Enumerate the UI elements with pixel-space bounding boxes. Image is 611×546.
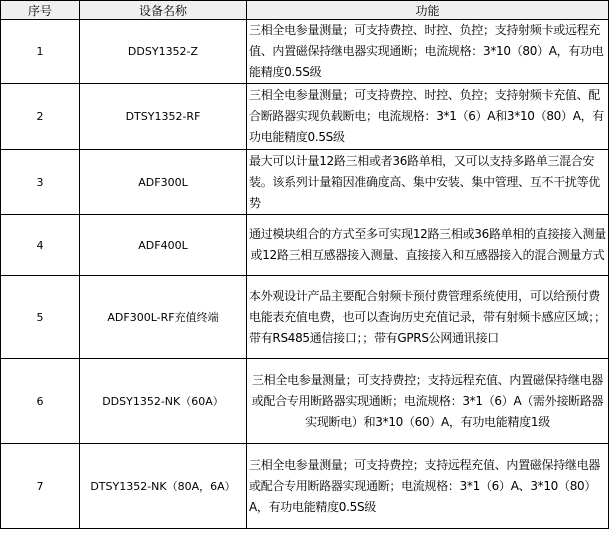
table-row bbox=[1, 20, 609, 84]
table-header-row bbox=[1, 1, 609, 20]
table-row bbox=[1, 150, 609, 215]
row-function: 三相全电参量测量；可支持费控；支持远程充值、内置磁保持继电器或配合专用断路器实现通断；电流规格：3*1（6）A（需外接断路器实现断电）和3*10（60）A，有功电能精度1级 bbox=[247, 359, 609, 444]
row-model: ADF300L bbox=[80, 150, 247, 215]
table-row bbox=[1, 215, 609, 276]
row-model: DTSY1352-RF bbox=[80, 84, 247, 150]
header-function: 功能 bbox=[247, 1, 609, 20]
row-function: 三相全电参量测量；可支持费控、时控、负控；支持射频卡或远程充值、内置磁保持继电器实现通断；电流规格：3*10（80）A，有功电能精度0.5S级 bbox=[247, 20, 609, 84]
table-row bbox=[1, 276, 609, 359]
header-device-name: 设备名称 bbox=[80, 1, 247, 20]
row-function: 通过模块组合的方式至多可实现12路三相或36路单相的直接接入测量或12路三相互感器接入测量、直接接入和互感器接入的混合测量方式 bbox=[247, 215, 609, 276]
row-seq: 4 bbox=[1, 215, 80, 276]
row-seq: 2 bbox=[1, 84, 80, 150]
row-seq: 1 bbox=[1, 20, 80, 84]
table-row bbox=[1, 84, 609, 150]
row-function: 最大可以计量12路三相或者36路单相，又可以支持多路单三混合安装。该系列计量箱因准确度高、集中安装、集中管理、互不干扰等优势 bbox=[247, 150, 609, 215]
header-seq: 序号 bbox=[1, 1, 80, 20]
row-model: DTSY1352-NK（80A，6A） bbox=[80, 444, 247, 529]
table-row bbox=[1, 444, 609, 529]
row-seq: 7 bbox=[1, 444, 80, 529]
row-model: DDSY1352-NK（60A） bbox=[80, 359, 247, 444]
row-seq: 6 bbox=[1, 359, 80, 444]
row-model: ADF400L bbox=[80, 215, 247, 276]
row-model: ADF300L-RF充值终端 bbox=[80, 276, 247, 359]
row-function: 本外观设计产品主要配合射频卡预付费管理系统使用，可以给预付费电能表充值电费，也可以查询历史充值记录，带有射频卡感应区域；；带有RS485通信接口；；带有GPRS公网通讯接口 bbox=[247, 276, 609, 359]
row-seq: 3 bbox=[1, 150, 80, 215]
table-row bbox=[1, 359, 609, 444]
row-model: DDSY1352-Z bbox=[80, 20, 247, 84]
row-function: 三相全电参量测量；可支持费控、时控、负控；支持射频卡充值、配合断路器实现负载断电；电流规格：3*1（6）A和3*10（80）A，有功电能精度0.5S级 bbox=[247, 84, 609, 150]
row-function: 三相全电参量测量；可支持费控；支持远程充值、内置磁保持继电器或配合专用断路器实现通断；电流规格：3*1（6）A、3*10（80）A，有功电能精度0.5S级 bbox=[247, 444, 609, 529]
row-seq: 5 bbox=[1, 276, 80, 359]
